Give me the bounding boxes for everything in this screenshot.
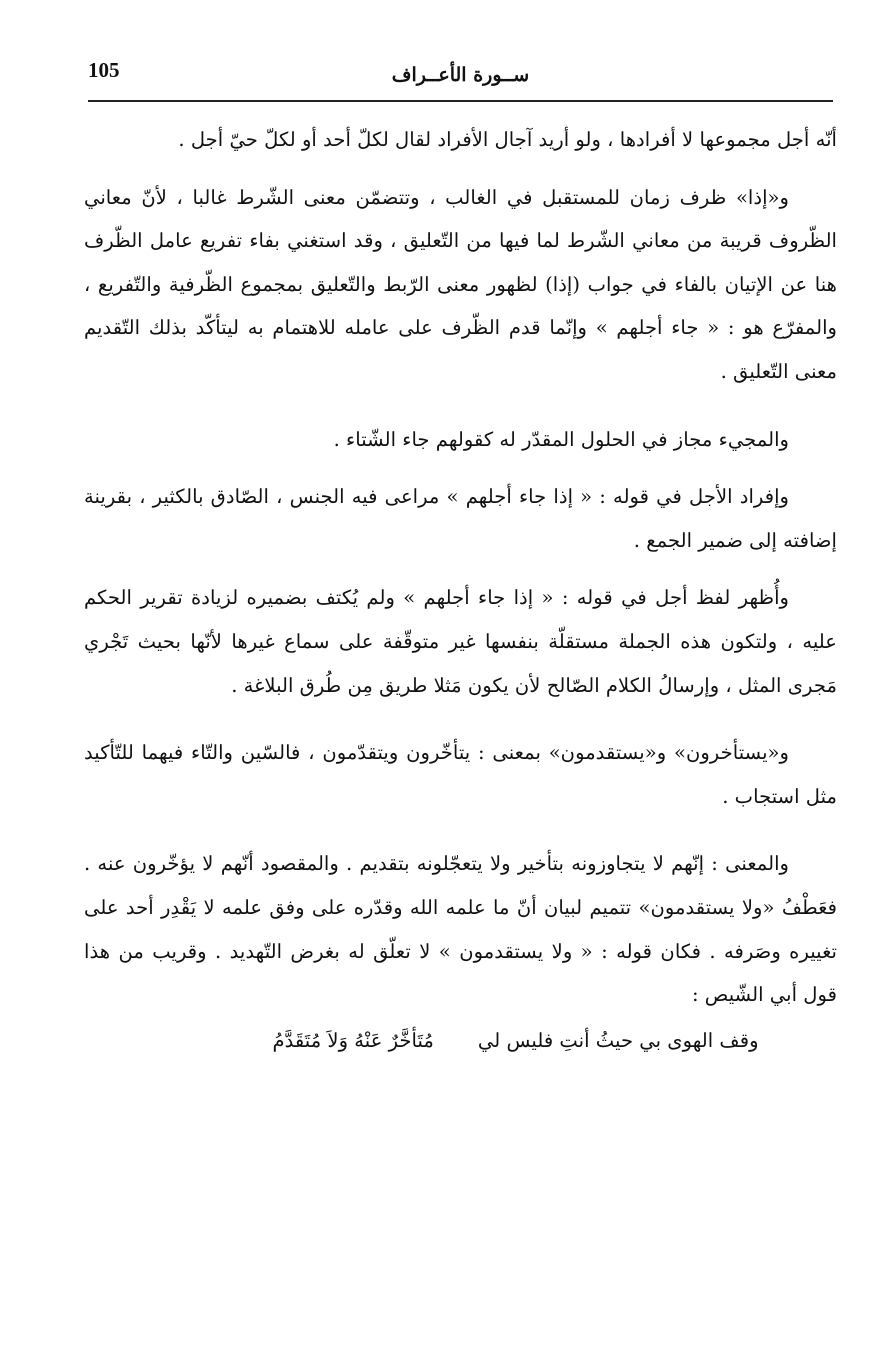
paragraph-6: و«يستأخرون» و«يستقدمون» بمعنى : يتأخّرون ويتقدّمون ، فالسّين والتّاء فيهما للتّأكيد مثل استجاب . [84,741,837,808]
paragraph-7: والمعنى : إنّهم لا يتجاوزونه بتأخير ولا يتعجّلونه بتقديم . والمقصود أنّهم لا يؤخّرون عنه . فعَطْفُ «ولا يستقدمون» تتميم لبيان أنّ ما علمه الله وقدّره على وفق علمه لا يَقْدِر أحد على تغييره وصَرفه . فكان قوله : « ولا يستقدمون » لا تعلّق له بغرض التّهديد . وقريب من هذا قول أبي الشّيص : [84,852,837,1007]
paragraph-1: أنّه أجل مجموعها لا أفرادها ، ولو أريد آجال الأفراد لقال لكلّ أحد أو لكلّ حيّ أجل . [178,128,837,151]
paragraph-2: و«إذا» ظرف زمان للمستقبل في الغالب ، وتتضمّن معنى الشّرط غالبا ، لأنّ معاني الظّروف قريبة من معاني الشّرط لما فيها من التّعليق ، وقد استغني بفاء تفريع عامل الظّرف هنا عن الإتيان بالفاء في جواب (إذا) لظهور معنى الرّبط والتّعليق بمجموع الظّرفية والتّفريع ، والمفرّع هو : « جاء أجلهم » وإنّما قدم الظّرف على عامله للاهتمام به ليتأكّد بذلك التّقديم معنى التّعليق . [84,185,837,383]
verse-first-hemistich: وقف الهوى بي حيثُ أنتِ فليس لي [477,1028,759,1052]
paragraph-5: وأُظهر لفظ أجل في قوله : « إذا جاء أجلهم » ولم يُكتف بضميره لزيادة تقرير الحكم عليه ، ولتكون هذه الجملة مستقلّة بنفسها غير متوقّفة على سماع غيرها لأنّها بحيث تَجْري مَجرى المثل ، وإرسالُ الكلام الصّالح لأن يكون مَثلا طريق مِن طُرق البلاغة . [84,586,837,697]
paragraph-4: وإفراد الأجل في قوله : « إذا جاء أجلهم » مراعى فيه الجنس ، الصّادق بالكثير ، بقرينة إضافته إلى ضمير الجمع . [84,485,837,552]
paragraph-3: والمجيء مجاز في الحلول المقدّر له كقولهم جاء الشّتاء . [333,427,789,451]
page-number: 105 [88,58,120,82]
poetry-verse [84,1019,837,1063]
body-text [84,118,837,1062]
page-header [88,56,833,102]
verse-second-hemistich: مُتَأخَّرٌ عَنْهُ وَلاَ مُتَقَدَّمُ [272,1028,434,1052]
running-title: ســورة الأعــراف [391,64,530,86]
